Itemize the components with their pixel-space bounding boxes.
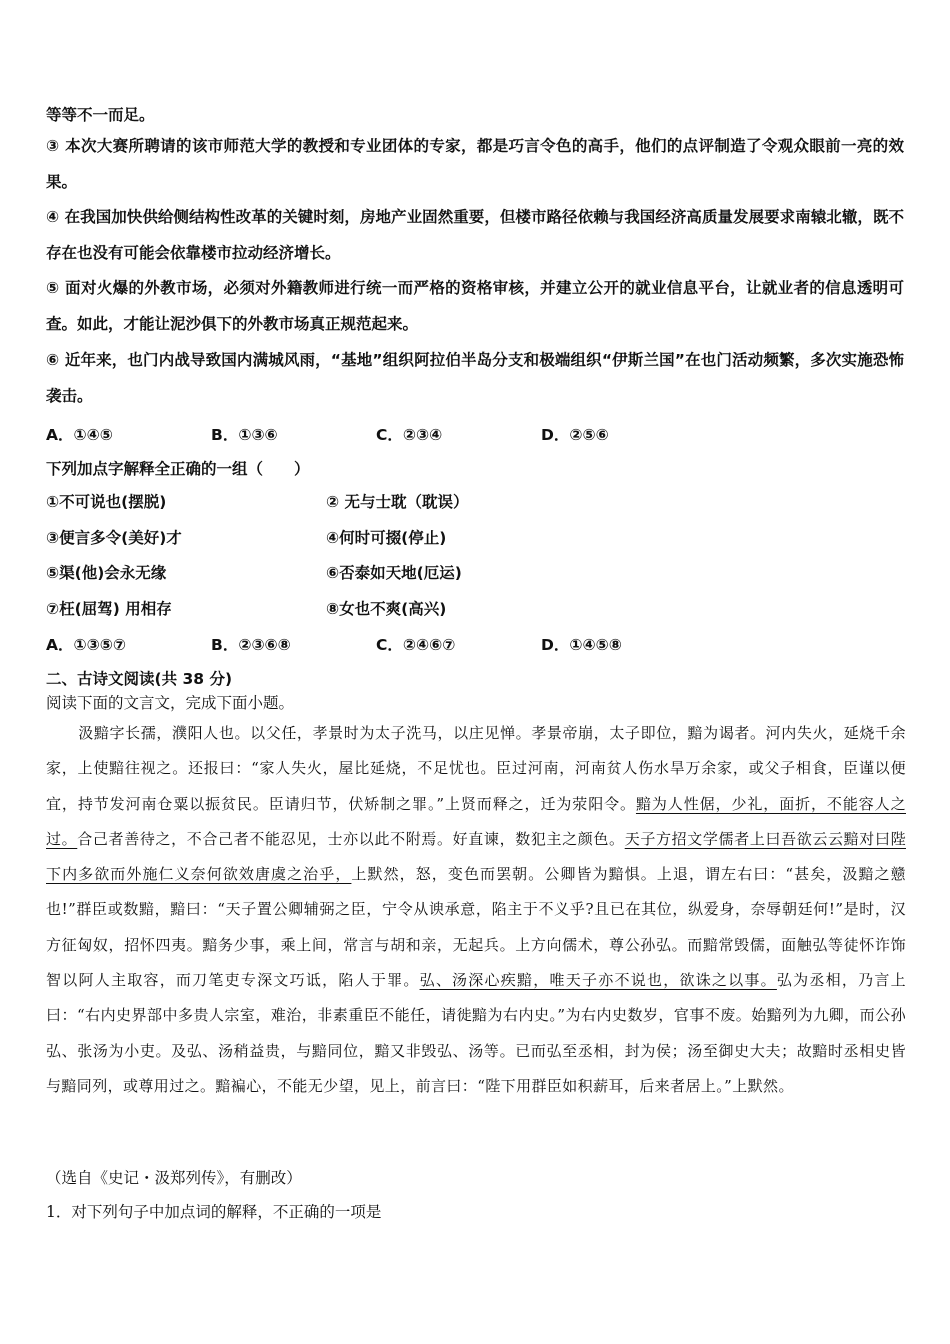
answer-options-2 [46, 633, 706, 655]
statement-4: ④ 在我国加快供给侧结构性改革的关键时刻，房地产业固然重要，但楼市路径依赖与我国经济高质量发展要求南辕北辙，既不存在也没有可能会依靠楼市拉动经济增长。 [46, 208, 904, 262]
grid-cell: ①不可说也(摆脱) [46, 493, 167, 511]
statement-6: ⑥ 近年来，也门内战导致国内满城风雨，“基地”组织阿拉伯半岛分支和极端组织“伊斯兰国”在也门活动频繁，多次实施恐怖袭击。 [46, 351, 904, 405]
question-1: 1．对下列句子中加点词的解释，不正确的一项是 [46, 1203, 382, 1221]
grid-row [46, 490, 606, 526]
grid-row [46, 561, 606, 597]
statement-3: ③ 本次大赛所聘请的该市师范大学的教授和专业团体的专家，都是巧言令色的高手，他们的点评制造了令观众眼前一亮的效果。 [46, 137, 904, 191]
passage-text: 合己者善待之，不合己者不能忍见，士亦以此不附焉。好直谏，数犯主之颜色。 [77, 829, 625, 848]
grid-cell: ② 无与士耽（耽误） [326, 493, 469, 511]
grid-cell: ③便言多令(美好)才 [46, 528, 182, 547]
underlined-sentence-1: 黯为人性倨，少礼，面折，不能容人之过。 [46, 794, 906, 848]
statement-5: ⑤ 面对火爆的外教市场，必须对外籍教师进行统一而严格的资格审核，并建立公开的就业信息平台，让就业者的信息透明可查。如此，才能让泥沙俱下的外教市场真正规范起来。 [46, 279, 904, 333]
grid-row [46, 597, 606, 633]
option-a[interactable]: A．①④⑤ [46, 426, 113, 444]
grid-row [46, 526, 606, 562]
option-c[interactable]: C．②③④ [376, 426, 443, 444]
option-d[interactable]: D．①④⑤⑧ [541, 636, 622, 654]
passage-text: 弘为丞相，乃言上曰：“右内史界部中多贵人宗室，难治，非素重臣不能任，请徙黯为右内史。”为右内史数岁，官事不废。始黯列为九卿，而公孙弘、张汤为小吏。及弘、汤稍益贵，与黯同位，黯又非毁弘、汤等。已而弘至丞相，封为侯；汤至御史大夫；故黯时丞相史皆与黯同列，或尊用过之。黯褊心，不能无少望，见上，前言曰：“陛下用群臣如积薪耳，后来者居上。”上默然。 [46, 971, 907, 1095]
grid-cell: ④何时可掇(停止) [326, 528, 447, 547]
passage-text: 上默然，怒，变色而罢朝。公卿皆为黯惧。上退，谓左右曰：“甚矣，汲黯之戆也!”群臣或数黯，黯曰：“天子置公卿辅弼之臣，宁令从谀承意，陷主于不义乎?且已在其位，纵爱身，奈辱朝廷何!”是时，汉方征匈奴，招怀四夷。黯务少事，乘上间，常言与胡和亲，无起兵。上方向儒术，尊公孙弘。而黯常毁儒，面触弘等徒怀诈饰智以阿人主取容，而刀笔吏专深文巧诋，陷人于罪。 [46, 865, 907, 990]
underlined-sentence-3: 弘、汤深心疾黯，唯天子亦不说也，欲诛之以事。 [419, 971, 777, 990]
option-a[interactable]: A．①③⑤⑦ [46, 636, 126, 654]
option-d[interactable]: D．②⑤⑥ [541, 426, 609, 444]
classical-passage [46, 716, 906, 1104]
option-b[interactable]: B．②③⑥⑧ [211, 636, 291, 654]
option-b[interactable]: B．①③⑥ [211, 426, 278, 444]
section-heading: 二、古诗文阅读(共 38 分) [46, 670, 233, 688]
grid-cell: ⑦枉(屈驾) 用相存 [46, 599, 172, 618]
grid-cell: ⑧女也不爽(高兴) [326, 599, 447, 618]
underlined-sentence-2: 天子方招文学儒者上曰吾欲云云黯对曰陛下内多欲而外施仁义奈何欲效唐虞之治乎， [46, 829, 906, 884]
grid-cell: ⑤渠(他)会永无缘 [46, 564, 167, 582]
annotation-grid [46, 490, 606, 632]
text-line: 等等不一而足。 [46, 106, 155, 124]
instruction: 阅读下面的文言文，完成下面小题。 [46, 694, 295, 712]
passage-text: 汲黯字长孺，濮阳人也。以父任，孝景时为太子洗马，以庄见惮。孝景帝崩，太子即位，黯为谒者。河内失火，延烧千余家，上使黯往视之。还报曰：“家人失火，屋比延烧，不足忧也。臣过河南，河南贫人伤水旱万余家，或父子相食，臣谨以便宜，持节发河南仓粟以振贫民。臣请归节，伏矫制之罪。”上贤而释之，迁为荥阳令。 [46, 724, 906, 813]
question-stem: 下列加点字解释全正确的一组（ ） [46, 460, 310, 478]
source-note: （选自《史记・汲郑列传》，有删改） [46, 1169, 302, 1187]
grid-cell: ⑥否泰如天地(厄运) [326, 564, 462, 582]
answer-options-1 [46, 423, 706, 445]
option-c[interactable]: C．②④⑥⑦ [376, 636, 456, 654]
